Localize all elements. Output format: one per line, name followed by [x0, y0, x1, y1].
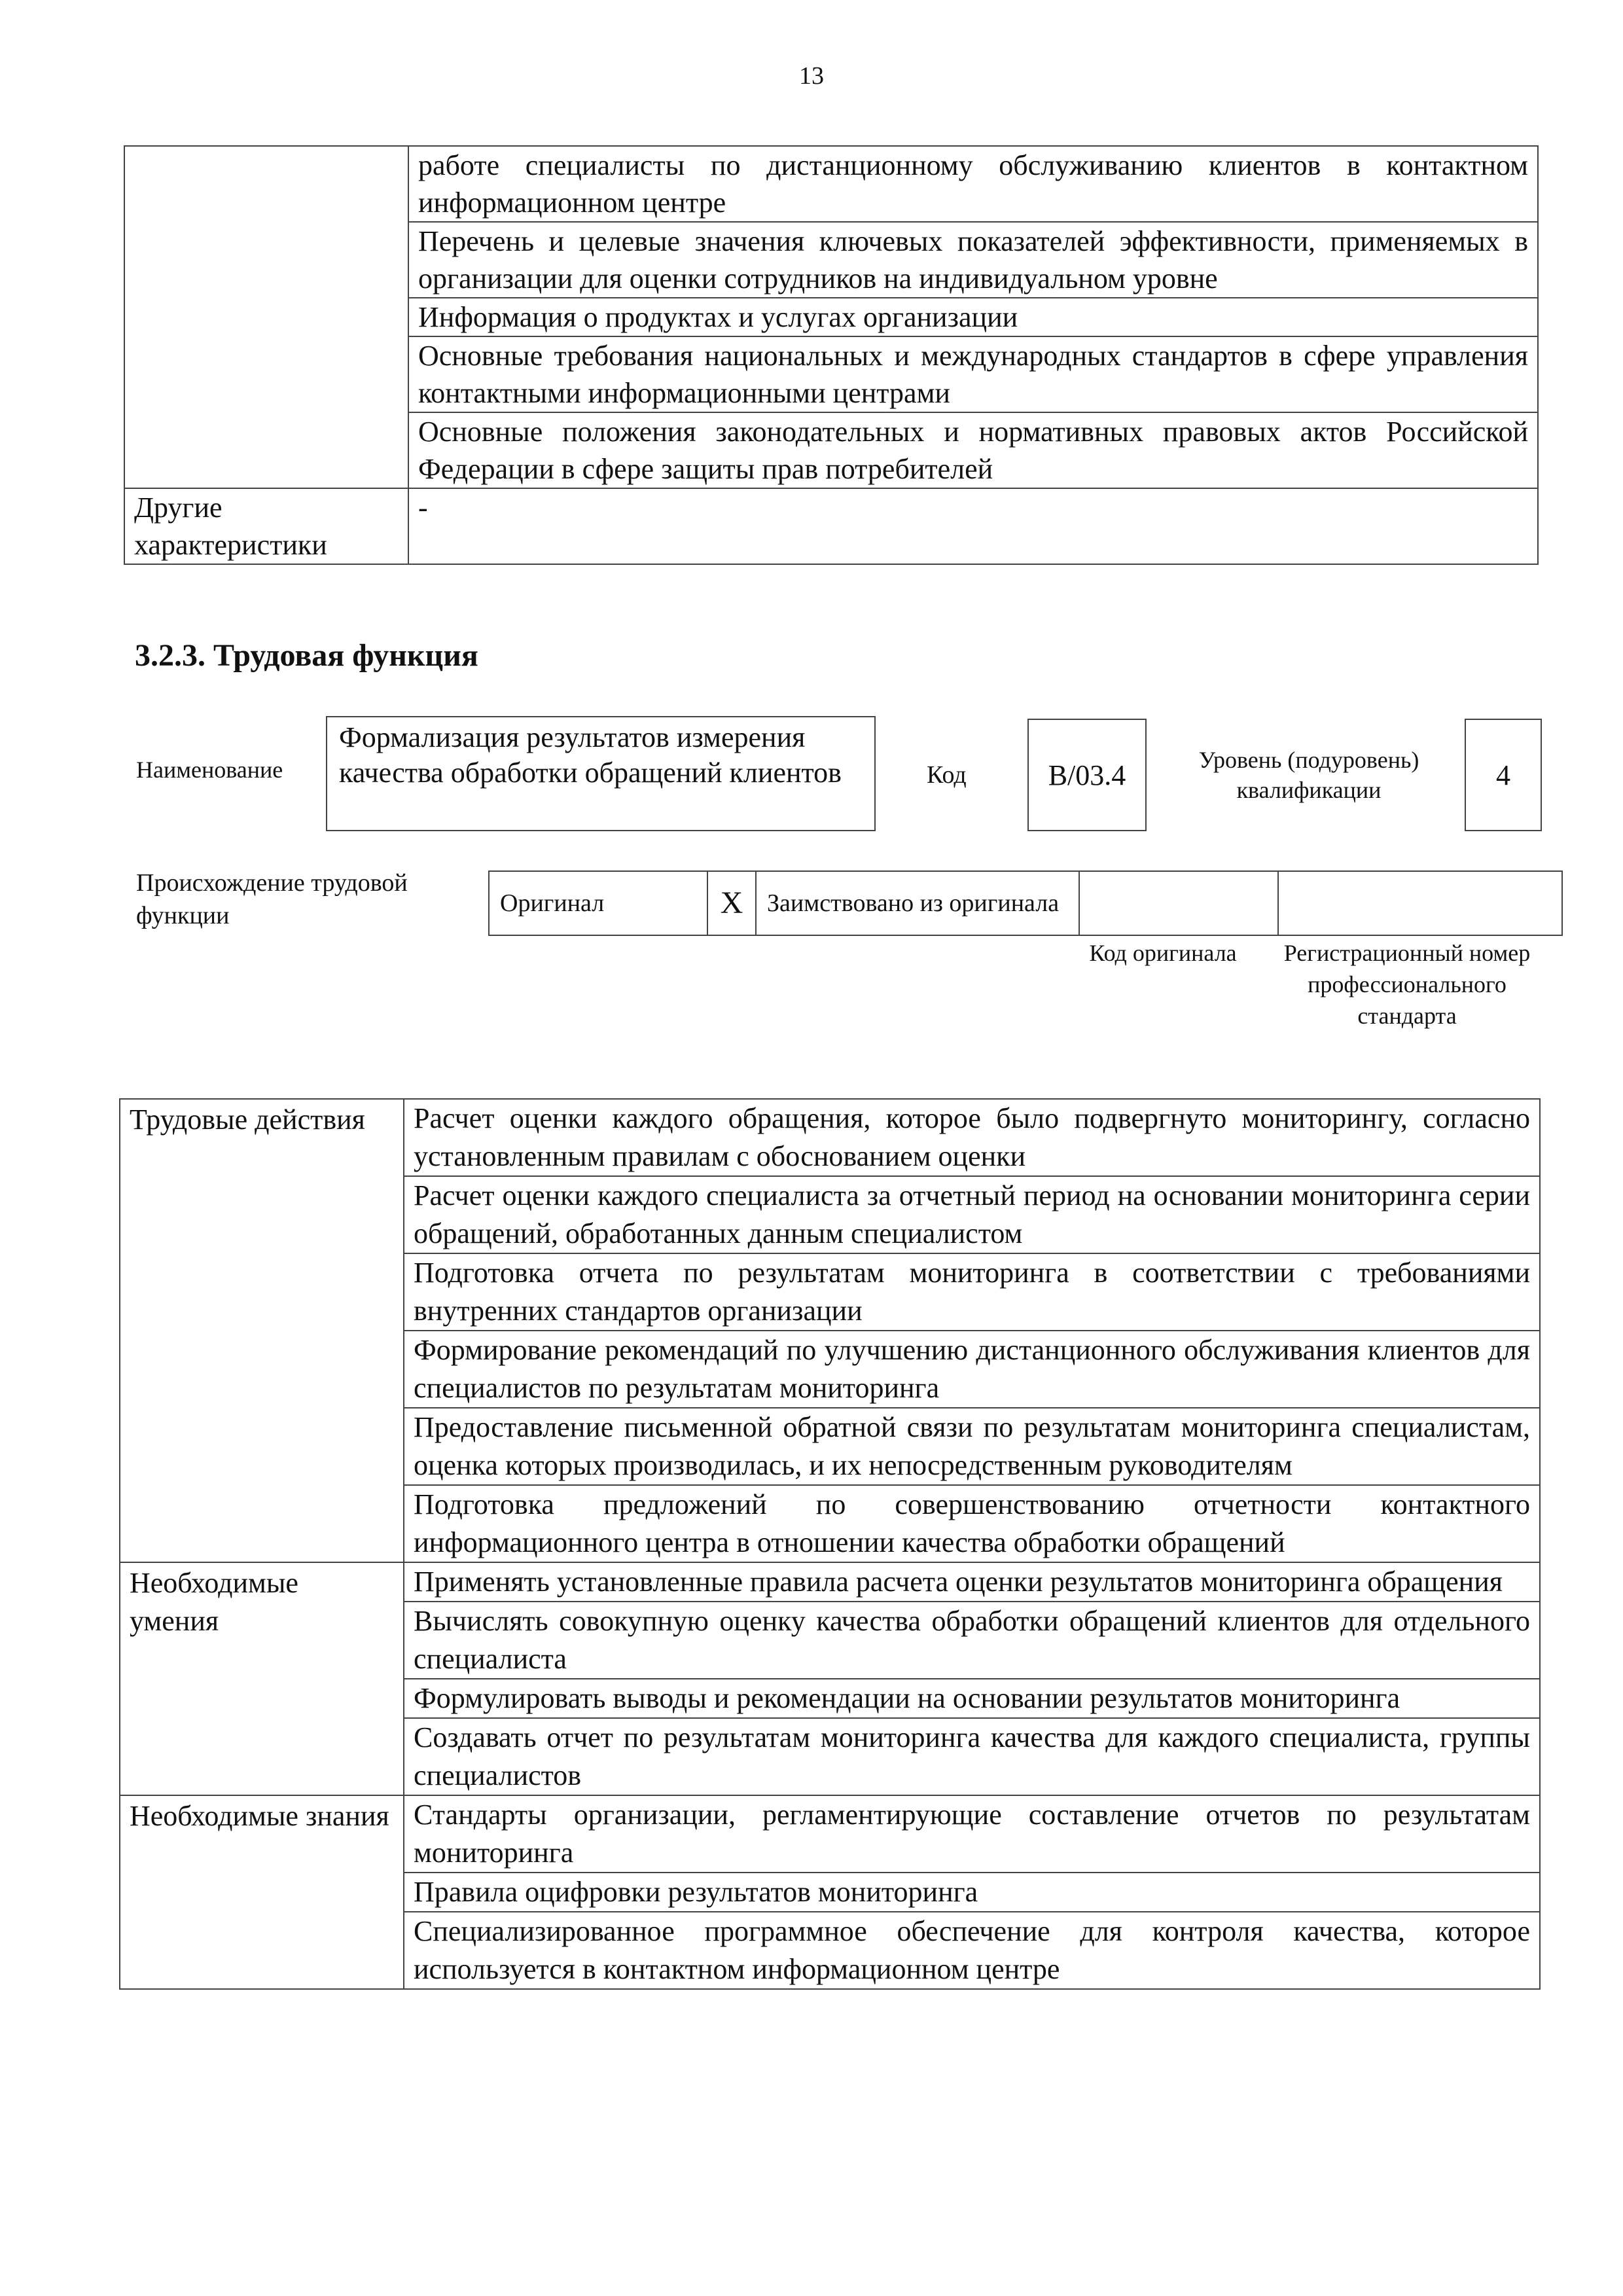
- original-mark: X: [707, 871, 756, 935]
- table-cell: Подготовка предложений по совершенствованию отчетности контактного информационного центра в отношении качества обработки обращений: [404, 1485, 1540, 1562]
- top-table: [124, 145, 1539, 565]
- table-row: [120, 1562, 1540, 1602]
- table-cell: Основные положения законодательных и нормативных правовых актов Российской Федерации в сфере защиты прав потребителей: [408, 412, 1538, 488]
- origin-table: [488, 870, 1563, 936]
- original-code-cell: [1079, 871, 1278, 935]
- table-cell: Расчет оценки каждого специалиста за отчетный период на основании мониторинга серии обращений, обработанных данным специалистом: [404, 1176, 1540, 1253]
- group-label: Необходимые знания: [120, 1795, 404, 1989]
- table-cell: Предоставление письменной обратной связи по результатам мониторинга специалистам, оценка которых производилась, и их непосредственным руководителям: [404, 1408, 1540, 1485]
- table-cell: Правила оцифровки результатов мониторинга: [404, 1873, 1540, 1912]
- reg-number-caption: Регистрационный номер профессионального стандарта: [1283, 940, 1531, 1029]
- level-value: 4: [1465, 719, 1542, 831]
- group-label: Необходимые умения: [120, 1562, 404, 1795]
- original-label: Оригинал: [489, 871, 707, 935]
- reg-number-cell: [1278, 871, 1562, 935]
- level-label: Уровень (подуровень) квалификации: [1198, 747, 1419, 803]
- borrowed-label: Заимствовано из оригинала: [756, 871, 1079, 935]
- page-number: 13: [799, 62, 824, 90]
- table-row: [120, 1099, 1540, 1176]
- origin-label-text: Происхождение трудовой функции: [136, 869, 408, 929]
- table-cell: Подготовка отчета по результатам мониторинга в соответствии с требованиями внутренних стандартов организации: [404, 1253, 1540, 1331]
- name-label: Наименование: [136, 757, 283, 783]
- table-cell: Перечень и целевые значения ключевых показателей эффективности, применяемых в организации для оценки сотрудников на индивидуальном уровне: [408, 222, 1538, 298]
- table-cell: Стандарты организации, регламентирующие составление отчетов по результатам мониторинга: [404, 1795, 1540, 1873]
- table-row: [124, 146, 1538, 222]
- section-title: 3.2.3. Трудовая функция: [135, 638, 478, 673]
- origin-label: [136, 867, 463, 932]
- row-label: [124, 146, 408, 488]
- table-cell: Формулировать выводы и рекомендации на основании результатов мониторинга: [404, 1679, 1540, 1718]
- name-value: Формализация результатов измерения качества обработки обращений клиентов: [326, 716, 876, 831]
- table-cell: Создавать отчет по результатам мониторинга качества для каждого специалиста, группы специалистов: [404, 1718, 1540, 1795]
- table-row: [120, 1795, 1540, 1873]
- table-cell: Специализированное программное обеспечение для контроля качества, которое используется в контактном информационном центре: [404, 1912, 1540, 1989]
- table-cell: Основные требования национальных и международных стандартов в сфере управления контактными информационными центрами: [408, 336, 1538, 412]
- table-cell: Информация о продуктах и услугах организации: [408, 298, 1538, 336]
- table-cell: работе специалисты по дистанционному обслуживанию клиентов в контактном информационном центре: [408, 146, 1538, 222]
- table-cell: Расчет оценки каждого обращения, которое было подвергнуто мониторингу, согласно установленным правилам с обоснованием оценки: [404, 1099, 1540, 1176]
- table-row: [124, 488, 1538, 564]
- main-table: [119, 1098, 1541, 1990]
- table-cell: Вычислять совокупную оценку качества обработки обращений клиентов для отдельного специалиста: [404, 1602, 1540, 1679]
- row-label: Другие характеристики: [124, 488, 408, 564]
- code-value: B/03.4: [1027, 719, 1147, 831]
- table-row: [489, 871, 1562, 935]
- table-cell: Применять установленные правила расчета оценки результатов мониторинга обращения: [404, 1562, 1540, 1602]
- original-code-caption: Код оригинала: [1089, 940, 1237, 966]
- code-label: Код: [927, 761, 967, 789]
- table-cell: -: [408, 488, 1538, 564]
- group-label: Трудовые действия: [120, 1099, 404, 1562]
- table-cell: Формирование рекомендаций по улучшению дистанционного обслуживания клиентов для специалистов по результатам мониторинга: [404, 1331, 1540, 1408]
